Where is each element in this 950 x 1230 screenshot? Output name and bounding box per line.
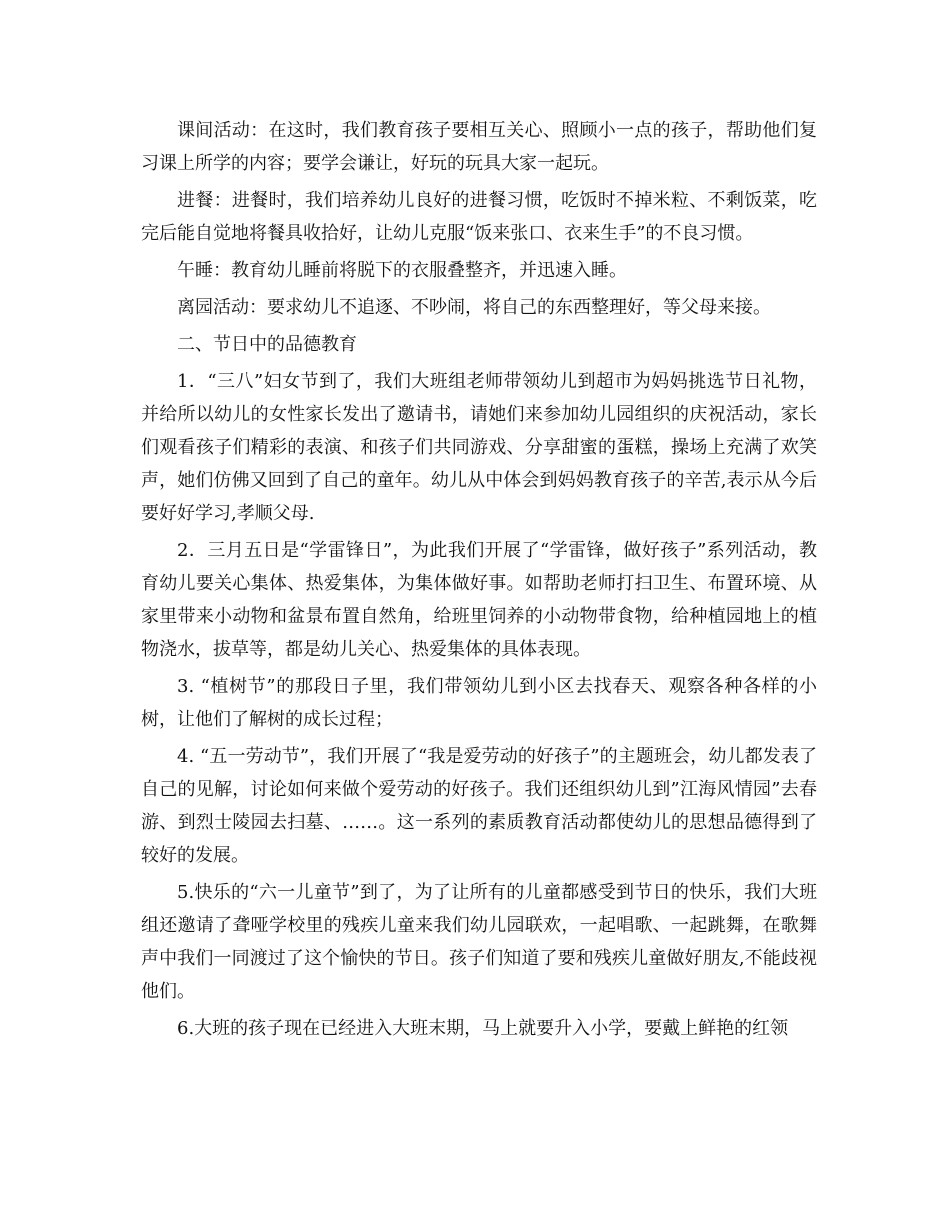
paragraph-activity-break: 课间活动：在这时，我们教育孩子要相互关心、照顾小一点的孩子，帮助他们复习课上所学的内容；要学会谦让，好玩的玩具大家一起玩。 [141,120,817,174]
paragraph-nap: 午睡：教育幼儿睡前将脱下的衣服叠整齐，并迅速入睡。 [177,260,627,281]
paragraph-lei-feng-day: 2．三月五日是“学雷锋日”，为此我们开展了“学雷锋，做好孩子”系列活动，教育幼儿要关心集体、热爱集体，为集体做好事。如帮助老师打扫卫生、布置环境、从家里带来小动物和盆景布置自然角，给班里饲养的小动物带食物，给种植园地上的植物浇水，拔草等，都是幼儿关心、热爱集体的具体表现。 [141,540,817,660]
paragraph-childrens-day: 5.快乐的“六一儿童节”到了，为了让所有的儿童都感受到节日的快乐，我们大班组还邀请了聋哑学校里的残疾儿童来我们幼儿园联欢，一起唱歌、一起跳舞，在歌舞声中我们一同渡过了这个愉快的节日。孩子们知道了要和残疾儿童做好朋友,不能歧视他们。 [141,882,817,1002]
section-heading-holiday-education: 二、节日中的品德教育 [177,334,357,355]
paragraph-graduation: 6.大班的孩子现在已经进入大班末期，马上就要升入小学，要戴上鲜艳的红领 [177,1018,789,1039]
document-body [141,114,817,1049]
paragraph-labor-day: 4. “五一劳动节”，我们开展了“我是爱劳动的好孩子”的主题班会，幼儿都发表了自己的见解，讨论如何来做个爱劳动的好孩子。我们还组织幼儿到”江海风情园”去春游、到烈士陵园去扫墓、……。这一系列的素质教育活动都使幼儿的思想品德得到了较好的发展。 [141,746,817,866]
paragraph-womens-day: 1．“三八”妇女节到了，我们大班组老师带领幼儿到超市为妈妈挑选节日礼物，并给所以幼儿的女性家长发出了邀请书，请她们来参加幼儿园组织的庆祝活动，家长们观看孩子们精彩的表演、和孩子们共同游戏、分享甜蜜的蛋糕，操场上充满了欢笑声，她们仿佛又回到了自己的童年。幼儿从中体会到妈妈教育孩子的辛苦,表示从今后要好好学习,孝顺父母. [141,371,817,524]
paragraph-leaving: 离园活动：要求幼儿不追逐、不吵闹，将自己的东西整理好，等父母来接。 [177,297,771,318]
paragraph-tree-planting-day: 3. “植树节”的那段日子里，我们带领幼儿到小区去找春天、观察各种各样的小树，让他们了解树的成长过程； [141,676,817,730]
paragraph-meal: 进餐：进餐时，我们培养幼儿良好的进餐习惯，吃饭时不掉米粒、不剩饭菜，吃完后能自觉地将餐具收拾好，让幼儿克服“饭来张口、衣来生手”的不良习惯。 [141,190,817,244]
